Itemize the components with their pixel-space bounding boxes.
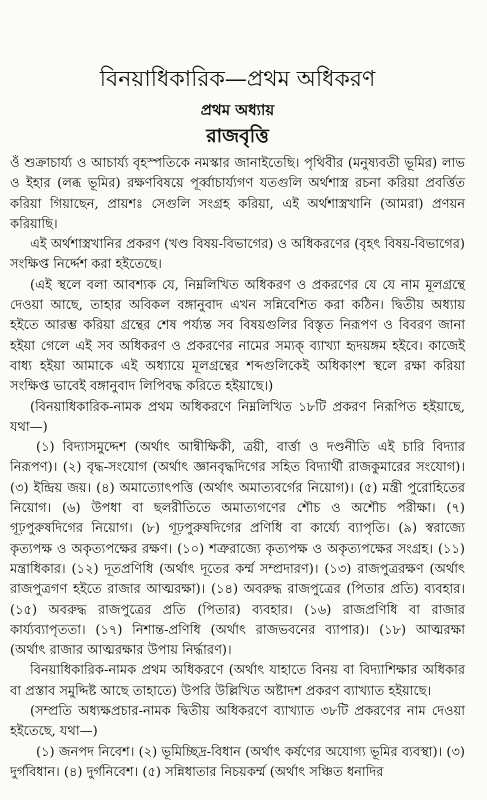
paragraph-first-book-close: বিনয়াধিকারিক-নামক প্রথম অধিকরণে (অর্থাৎ যাহাতে বিনয় বা বিদ্যাশিক্ষার অধিকার বা প্রস্তাব সমুদ্দিষ্ট আছে তাহাতে) উপরি উল্লিখিত অষ্টাদশ প্রকরণ ব্যাখ্যাত হইয়াছে। <box>10 663 465 699</box>
paragraph-second-book-intro: (সম্প্রতি অধ্যক্ষপ্রচার-নামক দ্বিতীয় অধিকরণে ব্যাখ্যাত ৩৮টি প্রকরণের নাম দেওয়া হইতেছে, যথা—) <box>10 704 465 740</box>
paragraph-invocation: ওঁ শুক্রাচার্য্য ও আচার্য্য বৃহস্পতিকে নমস্কার জানাইতেছি। পৃথিবীর (মনুষ্যবতী ভূমির) লাভ ও ইহার (লব্ধ ভূমির) রক্ষণবিষয়ে পূর্ব্বাচার্য্যগণ যতগুলি অর্থশাস্ত্র রচনা করিয়া প্রবর্ত্তিত করিয়া গিয়াছেন, প্রায়শঃ সেগুলি সংগ্রহ করিয়া, এই অর্থশাস্ত্রখানি (আমরা) প্রণয়ন করিয়াছি। <box>10 156 465 232</box>
chapter-heading: প্রথম অধ্যায় <box>200 101 275 119</box>
paragraph-first-book-intro: (বিনয়াধিকারিক-নামক প্রথম অধিকরণে নিম্নলিখিত ১৮টি প্রকরণ নিরূপিত হইয়াছে, যথা—) <box>10 399 465 435</box>
paragraph-summary: এই অর্থশাস্ত্রখানির প্রকরণ (খণ্ড বিষয়-বিভাগের) ও অধিকরণের (বৃহৎ বিষয়-বিভাগের) সংক্ষিপ্ত নির্দ্দেশ করা হইতেছে। <box>10 237 465 273</box>
paragraph-second-book-list: (১) জনপদ নিবেশ। (২) ভূমিচ্ছিদ্র-বিধান (অর্থাৎ কর্ষণের অযোগ্য ভূমির ব্যবস্থা)। (৩) দুর্গবিধান। (৪) দুর্গনিবেশ। (৫) সন্নিধাতার নিচয়কর্ম্ম (অর্থাৎ সঞ্চিত ধনাদির <box>10 744 465 780</box>
paragraph-first-book-list: (১) বিদ্যাসমুদ্দেশ (অর্থাৎ আন্বীক্ষিকী, ত্রয়ী, বার্ত্তা ও দণ্ডনীতি এই চারি বিদ্যার নিরূপণ)। (২) বৃদ্ধ-সংযোগ (অর্থাৎ জ্ঞানবৃদ্ধদিগের সহিত বিদ্যার্থী রাজকুমারের সংযোগ)। (৩) ইন্দ্রিয় জয়। (৪) অমাত্যোৎপত্তি (অর্থাৎ অমাত্যবর্গের নিয়োগ)। (৫) মন্ত্রী পুরোহিতের নিয়োগ। (৬) উপধা বা ছলরীতিতে অমাত্যগণের শৌচ ও অশৌচ পরীক্ষা। (৭) গূঢ়পুরুষদিগের নিয়োগ। (৮) গূঢ়পুরুষদিগের প্রণিধি বা কার্য্যে ব্যাপৃতি। (৯) স্বরাজ্যে কৃত্যপক্ষ ও অকৃত্যপক্ষের রক্ষণ। (১০) শত্রুরাজ্যে কৃত্যপক্ষ ও অকৃত্যপক্ষের সংগ্রহ। (১১) মন্ত্রাধিকার। (১২) দূতপ্রণিধি (অর্থাৎ দূতের কর্ম্ম সম্প্রদারণ)। (১৩) রাজপুত্ররক্ষণ (অর্থাৎ রাজপুত্রগণ হইতে রাজার আত্মরক্ষা)। (১৪) অবরুদ্ধ রাজপুত্রের (পিতার প্রতি) ব্যবহার। (১৫) অবরুদ্ধ রাজপুত্রের প্রতি (পিতার) ব্যবহার। (১৬) রাজপ্রণিধি বা রাজার কার্য্যব্যাপৃততা। (১৭) নিশান্ত-প্রণিধি (অর্থাৎ রাজভবনের ব্যাপার)। (১৮) আত্মরক্ষা (অর্থাৎ রাজার আত্মরক্ষার উপায় নির্দ্ধারণ)। <box>10 440 465 659</box>
paragraph-translator-note: (এই স্থলে বলা আবশ্যক যে, নিম্নলিখিত অধিকরণ ও প্রকরণের যে যে নাম মূলগ্রন্থে দেওয়া আছে, তাহার অবিকল বঙ্গানুবাদ এখন সন্নিবেশিত করা কঠিন। দ্বিতীয় অধ্যায় হইতে আরম্ভ করিয়া গ্রন্থের শেষ পর্য্যন্ত সব বিষয়গুলির বিস্তৃত নিরূপণ ও বিবরণ জানা হইয়া গেলে এই সব অধিকরণ ও প্রকরণের নামের সম্যক্ ব্যাখ্যা হৃদয়ঙ্গম হইবে। কাজেই বাধ্য হইয়া আমাকে এই অধ্যায়ে মূলগ্রন্থের শব্দগুলিকেই অধিকাংশ স্থলে রক্ষা করিয়া সংক্ষিপ্ত ভাবেই বঙ্গানুবাদ লিপিবদ্ধ করিতে হইয়াছে।) <box>10 277 465 395</box>
section-heading: রাজবৃত্তি <box>206 125 269 147</box>
book-title: বিনয়াধিকারিক—প্রথম অধিকরণ <box>99 67 376 92</box>
